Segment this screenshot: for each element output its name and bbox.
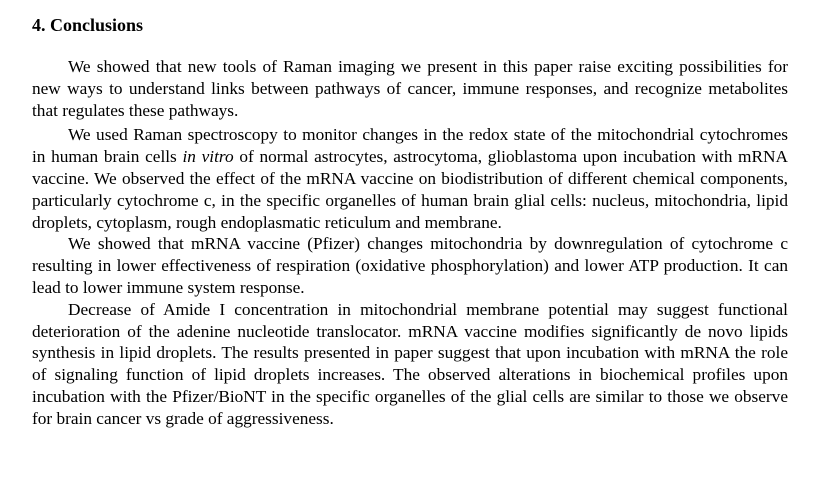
conclusions-section [32, 14, 788, 430]
section-heading: 4. Conclusions [32, 15, 144, 35]
paragraph-redox-state [32, 124, 788, 233]
paragraph-text: We used Raman spectroscopy to monitor changes in the redox state of the mitochondrial cytochromes in human brain cells [32, 125, 788, 167]
italic-term: in vitro [182, 147, 234, 167]
paragraph-raman-imaging: We showed that new tools of Raman imaging we present in this paper raise exciting possibilities for new ways to understand links between pathways of cancer, immune responses, and recognize metabolites that regulates these pathways. [32, 57, 788, 120]
paragraph-amide-lipids: Decrease of Amide I concentration in mitochondrial membrane potential may suggest functional deterioration of the adenine nucleotide translocator. mRNA vaccine modifies significantly de novo lipids synthesis in lipid droplets. The results presented in paper suggest that upon incubation with mRNA the role of signaling function of lipid droplets increases. The observed alterations in biochemical profiles upon incubation with the Pfizer/BioNT in the specific organelles of the glial cells are similar to those we observe for brain cancer vs grade of aggressiveness. [32, 299, 788, 428]
paragraph-text: of normal astrocytes, astrocytoma, glioblastoma upon incubation with mRNA vaccine. We observed the effect of the mRNA vaccine on biodistribution of different chemical components, particularly cytochrome c, in the specific organelles of human brain glial cells: nucleus, mitochondria, lipid droplets, cytoplasm, rough endoplasmatic reticulum and membrane. [32, 147, 788, 232]
paragraph-mitochondria: We showed that mRNA vaccine (Pfizer) changes mitochondria by downregulation of cytochrome c resulting in lower effectiveness of respiration (oxidative phosphorylation) and lower ATP production. It can lead to lower immune system response. [32, 234, 788, 297]
